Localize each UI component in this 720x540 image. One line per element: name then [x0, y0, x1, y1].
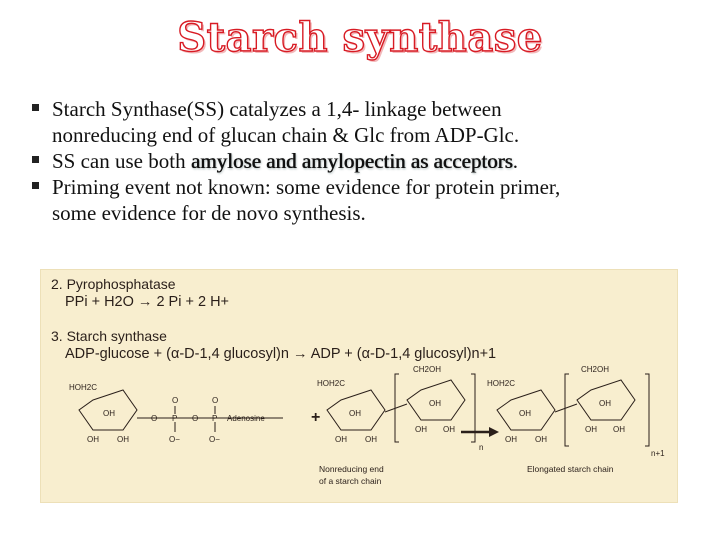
oh-label: OH [599, 399, 611, 408]
oh-label: OH [365, 435, 377, 444]
bullet-text: Priming event not known: some evidence for protein primer, [52, 175, 561, 199]
ch2oh-label: CH2OH [413, 365, 442, 374]
bullet-text: some evidence for de novo synthesis. [52, 201, 366, 225]
step3-heading: 3. Starch synthase [51, 328, 167, 344]
bullet-item [30, 148, 700, 174]
step3-equation: ADP-glucose + (α-D-1,4 glucosyl)n → ADP + (α-D-1,4 glucosyl)n+1 [65, 346, 497, 362]
reaction-arrow-head [489, 427, 499, 437]
reaction-figure [40, 269, 678, 503]
adenosine-label: Adenosine [227, 414, 265, 423]
oh-label: OH [335, 435, 347, 444]
o-label: O [151, 414, 158, 423]
slide-title: Starch synthase [177, 14, 543, 61]
oh-label: OH [349, 409, 361, 418]
o-label: O [172, 396, 179, 405]
bullet-item [30, 96, 700, 148]
oh-label: OH [429, 399, 441, 408]
o-minus-label: O− [209, 435, 220, 444]
oh-label: OH [443, 425, 455, 434]
bullet-text: Starch Synthase(SS) catalyzes a 1,4- linkage between [52, 97, 502, 121]
hoh2c-label: HOH2C [487, 379, 516, 388]
bullet-text: . [512, 149, 518, 173]
oh-label: OH [519, 409, 531, 418]
bullet-list [30, 96, 700, 226]
oh-label: OH [117, 435, 129, 444]
o-label: O [192, 414, 199, 423]
oh-label: OH [505, 435, 517, 444]
oh-label: OH [87, 435, 99, 444]
plus-sign: + [311, 409, 321, 426]
bullet-square-icon [32, 156, 39, 163]
step2-equation: PPi + H2O → 2 Pi + 2 H+ [65, 294, 230, 310]
subscript-n-plus-1: n+1 [651, 449, 665, 458]
reaction-structures [41, 270, 677, 502]
bullet-emphasis: amylose and amylopectin as acceptors [190, 149, 513, 173]
oh-label: OH [535, 435, 547, 444]
oh-label: OH [613, 425, 625, 434]
ch2oh-label: CH2OH [581, 365, 610, 374]
oh-label: OH [415, 425, 427, 434]
bullet-text: nonreducing end of glucan chain & Glc from ADP-Glc. [52, 123, 520, 147]
elongated-chain-label: Elongated starch chain [527, 464, 614, 474]
p-label: P [212, 414, 218, 423]
nonreducing-end-label: Nonreducing end [319, 464, 384, 474]
step2-heading: 2. Pyrophosphatase [51, 276, 176, 292]
hoh2c-label: HOH2C [317, 379, 346, 388]
oh-label: OH [103, 409, 115, 418]
hoh2c-label: HOH2C [69, 383, 98, 392]
bullet-text: SS can use both [52, 149, 191, 173]
subscript-n: n [479, 443, 484, 452]
oh-label: OH [585, 425, 597, 434]
bullet-square-icon [32, 182, 39, 189]
o-minus-label: O− [169, 435, 180, 444]
p-label: P [172, 414, 178, 423]
o-label: O [212, 396, 219, 405]
bullet-square-icon [32, 104, 39, 111]
bullet-item [30, 174, 700, 226]
nonreducing-end-label: of a starch chain [319, 476, 382, 486]
